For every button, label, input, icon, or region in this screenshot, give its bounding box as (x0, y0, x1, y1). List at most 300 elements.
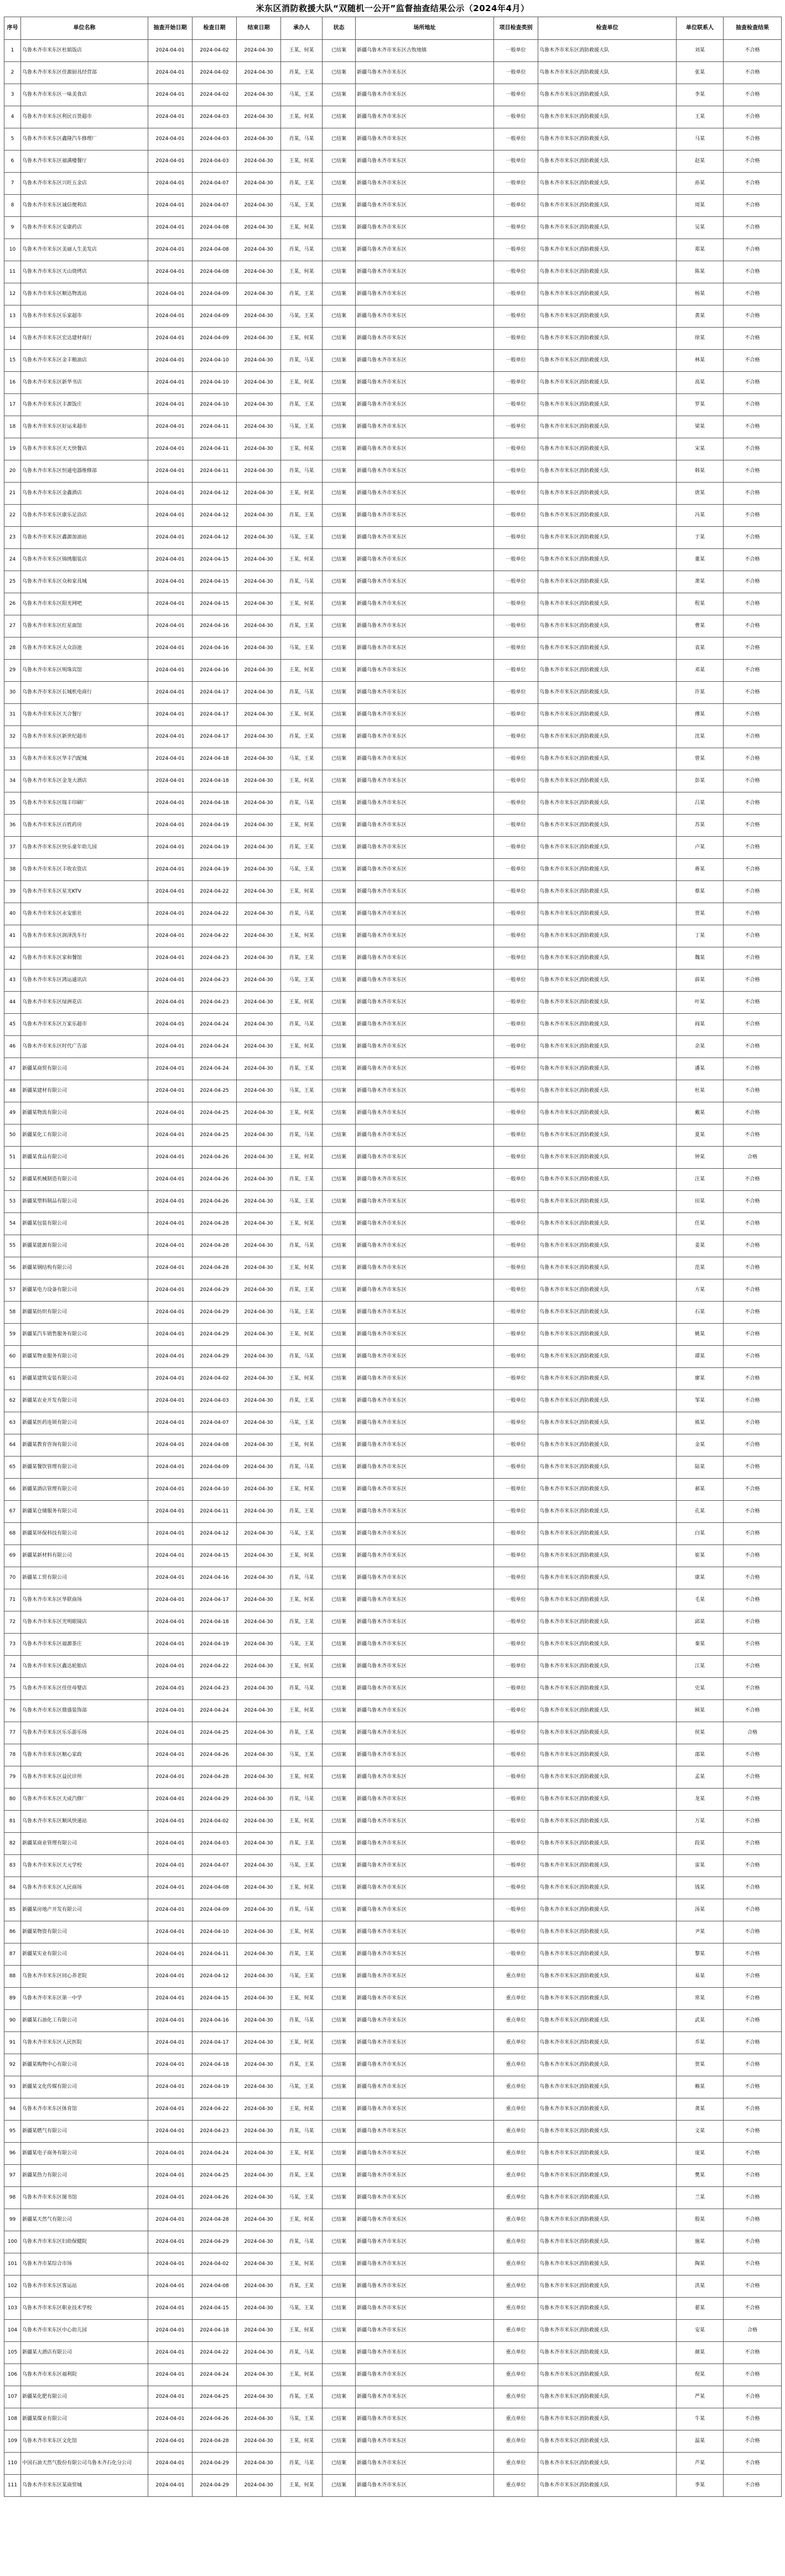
table-cell: 14 (4, 328, 21, 350)
table-cell: 2024-04-30 (237, 2187, 281, 2209)
table-cell: 已结案 (323, 1434, 356, 1457)
table-header-row (4, 17, 782, 40)
table-cell: 冯某 (677, 505, 724, 527)
table-cell: 2024-04-03 (193, 128, 237, 151)
table-cell: 已结案 (323, 970, 356, 992)
table-cell: 不合格 (724, 173, 782, 195)
table-cell: 温某 (677, 2430, 724, 2453)
table-cell: 不合格 (724, 2076, 782, 2098)
table-cell: 新疆乌鲁木齐市米东区 (356, 1545, 494, 1567)
table-cell: 重点单位 (494, 2276, 538, 2298)
table-row (4, 2054, 782, 2076)
table-cell: 乌鲁木齐市米东区消防救援大队 (538, 2408, 677, 2430)
table-cell: 2024-04-02 (193, 84, 237, 106)
table-cell: 一般单位 (494, 903, 538, 925)
table-cell: 2024-04-30 (237, 1899, 281, 1921)
table-cell: 已结案 (323, 1479, 356, 1501)
table-cell: 107 (4, 2386, 21, 2408)
table-cell: 王某，何某 (281, 593, 323, 615)
table-cell: 2024-04-30 (237, 1811, 281, 1833)
table-cell: 39 (4, 881, 21, 903)
table-cell: 2024-04-01 (148, 328, 193, 350)
table-cell: 一般单位 (494, 1479, 538, 1501)
table-cell: 59 (4, 1324, 21, 1346)
table-cell: 76 (4, 1700, 21, 1722)
table-cell: 乌鲁木齐市米东区消防救援大队 (538, 2342, 677, 2364)
table-cell: 一般单位 (494, 527, 538, 549)
table-cell: 新疆乌鲁木齐市米东区 (356, 682, 494, 704)
table-row (4, 2253, 782, 2276)
table-row (4, 1700, 782, 1722)
table-row (4, 792, 782, 815)
table-cell: 一般单位 (494, 1302, 538, 1324)
table-cell: 乌鲁木齐市米东区安康药店 (21, 217, 148, 239)
table-row (4, 1390, 782, 1412)
table-cell: 于某 (677, 527, 724, 549)
table-cell: 不合格 (724, 2209, 782, 2231)
table-row (4, 350, 782, 372)
table-cell: 已结案 (323, 1324, 356, 1346)
table-cell: 2024-04-15 (193, 593, 237, 615)
table-cell: 已结案 (323, 1368, 356, 1390)
table-cell: 重点单位 (494, 2121, 538, 2143)
table-cell: 不合格 (724, 2386, 782, 2408)
table-cell: 新疆某电力设备有限公司 (21, 1279, 148, 1302)
table-cell: 陶某 (677, 2253, 724, 2276)
table-cell: 乌鲁木齐市米东区消防救援大队 (538, 1169, 677, 1191)
table-cell: 马某，王某 (281, 1412, 323, 1434)
table-cell: 2024-04-12 (193, 505, 237, 527)
table-cell: 一般单位 (494, 1346, 538, 1368)
table-cell: 肖某，马某 (281, 2121, 323, 2143)
table-cell: 已结案 (323, 2430, 356, 2453)
table-cell: 施某 (677, 2231, 724, 2253)
table-cell: 不合格 (724, 1611, 782, 1634)
table-cell: 2024-04-01 (148, 2320, 193, 2342)
table-cell: 2024-04-01 (148, 1988, 193, 2010)
table-cell: 2024-04-12 (193, 1966, 237, 1988)
table-cell: 2024-04-01 (148, 2032, 193, 2054)
table-cell: 乌鲁木齐市米东区消防救援大队 (538, 1567, 677, 1589)
table-row (4, 925, 782, 947)
table-cell: 不合格 (724, 1523, 782, 1545)
table-cell: 不合格 (724, 1257, 782, 1279)
table-cell: 王某，何某 (281, 1766, 323, 1789)
table-row (4, 1899, 782, 1921)
table-cell: 新疆乌鲁木齐市米东区 (356, 483, 494, 505)
table-cell: 不合格 (724, 2298, 782, 2320)
table-cell: 已结案 (323, 903, 356, 925)
table-cell: 已结案 (323, 1191, 356, 1213)
table-cell: 不合格 (724, 992, 782, 1014)
table-cell: 已结案 (323, 2032, 356, 2054)
table-cell: 2024-04-01 (148, 1833, 193, 1855)
table-cell: 已结案 (323, 505, 356, 527)
table-cell: 乌鲁木齐市米东区中心幼儿园 (21, 2320, 148, 2342)
table-cell: 已结案 (323, 1899, 356, 1921)
table-cell: 倪某 (677, 2364, 724, 2386)
table-cell: 88 (4, 1966, 21, 1988)
table-cell: 新疆乌鲁木齐市米东区 (356, 704, 494, 726)
table-cell: 乌鲁木齐市米东区消防救援大队 (538, 2032, 677, 2054)
table-cell: 74 (4, 1656, 21, 1678)
table-cell: 2024-04-10 (193, 372, 237, 394)
table-row (4, 1257, 782, 1279)
table-cell: 肖某，马某 (281, 1457, 323, 1479)
table-cell: 乌鲁木齐市米东区人民医院 (21, 2032, 148, 2054)
table-cell: 孟某 (677, 1766, 724, 1789)
table-row (4, 1169, 782, 1191)
table-cell: 不合格 (724, 128, 782, 151)
table-cell: 新疆某物业服务有限公司 (21, 1346, 148, 1368)
table-cell: 重点单位 (494, 2253, 538, 2276)
table-cell: 2024-04-01 (148, 682, 193, 704)
table-row (4, 593, 782, 615)
table-cell: 不合格 (724, 1966, 782, 1988)
table-cell: 一般单位 (494, 1102, 538, 1124)
table-cell: 已结案 (323, 704, 356, 726)
table-cell: 已结案 (323, 770, 356, 792)
table-cell: 不合格 (724, 1943, 782, 1966)
table-cell: 已结案 (323, 1213, 356, 1235)
table-cell: 2024-04-30 (237, 483, 281, 505)
table-cell: 57 (4, 1279, 21, 1302)
table-row (4, 1766, 782, 1789)
table-cell: 乌鲁木齐市米东区顺达物流站 (21, 283, 148, 305)
table-cell: 肖某，马某 (281, 2453, 323, 2475)
table-cell: 2024-04-01 (148, 1257, 193, 1279)
table-cell: 2024-04-01 (148, 593, 193, 615)
table-cell: 2024-04-30 (237, 947, 281, 970)
table-cell: 新疆乌鲁木齐市米东区 (356, 1390, 494, 1412)
table-cell: 赵某 (677, 151, 724, 173)
table-cell: 乌鲁木齐市米东区佳佳母婴店 (21, 1678, 148, 1700)
table-cell: 王某，何某 (281, 1213, 323, 1235)
table-cell: 一般单位 (494, 438, 538, 460)
table-cell: 新疆某食品有限公司 (21, 1147, 148, 1169)
table-row (4, 527, 782, 549)
table-cell: 83 (4, 1855, 21, 1877)
table-row (4, 1811, 782, 1833)
table-cell: 不合格 (724, 1014, 782, 1036)
table-cell: 2024-04-01 (148, 1523, 193, 1545)
table-cell: 乌鲁木齐市米东区美丽人生美发店 (21, 239, 148, 261)
table-cell: 2024-04-30 (237, 615, 281, 637)
table-cell: 2024-04-30 (237, 1722, 281, 1744)
table-cell: 王某，何某 (281, 1656, 323, 1678)
table-cell: 2024-04-30 (237, 151, 281, 173)
table-cell: 王某，何某 (281, 2143, 323, 2165)
table-cell: 已结案 (323, 106, 356, 128)
table-cell: 一般单位 (494, 283, 538, 305)
table-cell: 安某 (677, 2320, 724, 2342)
table-cell: 新疆乌鲁木齐市米东区 (356, 1235, 494, 1257)
table-cell: 乌鲁木齐市米东区消防救援大队 (538, 1943, 677, 1966)
table-cell: 不合格 (724, 593, 782, 615)
table-cell: 2024-04-26 (193, 1744, 237, 1766)
table-cell: 不合格 (724, 726, 782, 748)
table-cell: 乌鲁木齐市米东区消防救援大队 (538, 1213, 677, 1235)
table-cell: 新疆乌鲁木齐市米东区 (356, 947, 494, 970)
table-cell: 乌鲁木齐市米东区妇幼保健院 (21, 2231, 148, 2253)
table-cell: 已结案 (323, 792, 356, 815)
table-cell: 高某 (677, 372, 724, 394)
table-cell: 一般单位 (494, 217, 538, 239)
table-cell: 2024-04-01 (148, 151, 193, 173)
table-cell: 乌鲁木齐市米东区消防救援大队 (538, 704, 677, 726)
table-cell: 2024-04-01 (148, 1545, 193, 1567)
table-cell: 乌鲁木齐市米东区金丰粮油店 (21, 350, 148, 372)
table-cell: 重点单位 (494, 2408, 538, 2430)
table-cell: 已结案 (323, 748, 356, 770)
table-cell: 2024-04-01 (148, 571, 193, 593)
table-cell: 已结案 (323, 1678, 356, 1700)
table-cell: 不合格 (724, 947, 782, 970)
table-cell: 新疆乌鲁木齐市米东区 (356, 2209, 494, 2231)
table-cell: 乌鲁木齐市米东区消防救援大队 (538, 1611, 677, 1634)
table-cell: 重点单位 (494, 2187, 538, 2209)
table-cell: 48 (4, 1080, 21, 1102)
table-row (4, 84, 782, 106)
table-cell: 87 (4, 1943, 21, 1966)
table-cell: 已结案 (323, 2209, 356, 2231)
table-cell: 34 (4, 770, 21, 792)
table-cell: 2024-04-28 (193, 2430, 237, 2453)
table-row (4, 2098, 782, 2121)
table-cell: 新疆乌鲁木齐市米东区 (356, 1855, 494, 1877)
table-cell: 已结案 (323, 881, 356, 903)
table-cell: 任某 (677, 1213, 724, 1235)
table-cell: 已结案 (323, 2054, 356, 2076)
table-cell: 2024-04-30 (237, 1634, 281, 1656)
table-cell: 50 (4, 1124, 21, 1147)
table-row (4, 1833, 782, 1855)
table-cell: 一般单位 (494, 1147, 538, 1169)
table-cell: 2024-04-08 (193, 261, 237, 283)
table-cell: 一般单位 (494, 947, 538, 970)
table-cell: 郝某 (677, 1479, 724, 1501)
table-row (4, 2032, 782, 2054)
table-cell: 乌鲁木齐市米东区好运来超市 (21, 416, 148, 438)
table-cell: 2024-04-01 (148, 1235, 193, 1257)
column-header: 结束日期 (237, 17, 281, 40)
table-cell: 新疆某房地产开发有限公司 (21, 1899, 148, 1921)
table-cell: 2024-04-30 (237, 2408, 281, 2430)
table-cell: 洪某 (677, 2276, 724, 2298)
table-cell: 乌鲁木齐市米东区消防救援大队 (538, 859, 677, 881)
table-cell: 2024-04-02 (193, 40, 237, 62)
table-cell: 新疆乌鲁木齐市米东区 (356, 1833, 494, 1855)
table-cell: 2024-04-01 (148, 1744, 193, 1766)
table-cell: 不合格 (724, 62, 782, 84)
table-cell: 新疆某酒店管理有限公司 (21, 1479, 148, 1501)
table-cell: 69 (4, 1545, 21, 1567)
table-cell: 乌鲁木齐市米东区消防救援大队 (538, 1014, 677, 1036)
table-cell: 已结案 (323, 947, 356, 970)
table-cell: 新疆乌鲁木齐市米东区 (356, 151, 494, 173)
table-cell: 王某，何某 (281, 2320, 323, 2342)
table-cell: 2024-04-07 (193, 173, 237, 195)
table-cell: 新疆乌鲁木齐市米东区 (356, 2165, 494, 2187)
table-cell: 肖某，王某 (281, 505, 323, 527)
table-cell: 戴某 (677, 1102, 724, 1124)
table-cell: 2024-04-01 (148, 1722, 193, 1744)
table-cell: 王某，何某 (281, 2209, 323, 2231)
table-cell: 2024-04-02 (193, 1811, 237, 1833)
table-cell: 2024-04-01 (148, 416, 193, 438)
table-cell: 新疆乌鲁木齐市米东区 (356, 416, 494, 438)
table-cell: 2024-04-30 (237, 1080, 281, 1102)
table-cell: 2024-04-01 (148, 1700, 193, 1722)
table-cell: 2024-04-30 (237, 2430, 281, 2453)
table-cell: 已结案 (323, 660, 356, 682)
table-row (4, 682, 782, 704)
table-cell: 不合格 (724, 1235, 782, 1257)
table-cell: 不合格 (724, 1833, 782, 1855)
table-cell: 2024-04-30 (237, 1833, 281, 1855)
table-cell: 新疆乌鲁木齐市米东区 (356, 748, 494, 770)
table-cell: 新疆某化肥有限公司 (21, 2386, 148, 2408)
table-cell: 乌鲁木齐市米东区消防救援大队 (538, 1855, 677, 1877)
table-cell: 35 (4, 792, 21, 815)
table-cell: 2024-04-10 (193, 394, 237, 416)
table-cell: 已结案 (323, 549, 356, 571)
table-cell: 2024-04-30 (237, 217, 281, 239)
table-cell: 林某 (677, 350, 724, 372)
table-cell: 不合格 (724, 549, 782, 571)
table-cell: 乌鲁木齐市米东区消防救援大队 (538, 593, 677, 615)
table-cell: 2024-04-30 (237, 173, 281, 195)
table-cell: 新疆乌鲁木齐市米东区 (356, 1501, 494, 1523)
table-cell: 乌鲁木齐市米东区消防救援大队 (538, 925, 677, 947)
table-cell: 41 (4, 925, 21, 947)
table-cell: 60 (4, 1346, 21, 1368)
table-cell: 乌鲁木齐市米东区消防救援大队 (538, 2209, 677, 2231)
table-cell: 2024-04-01 (148, 195, 193, 217)
table-cell: 2024-04-01 (148, 792, 193, 815)
table-cell: 乌鲁木齐市米东区百姓药房 (21, 815, 148, 837)
table-row (4, 2408, 782, 2430)
table-cell: 2024-04-01 (148, 1390, 193, 1412)
table-cell: 已结案 (323, 1943, 356, 1966)
table-cell: 新疆某餐饮管理有限公司 (21, 1457, 148, 1479)
table-cell: 2024-04-01 (148, 1169, 193, 1191)
table-cell: 新疆乌鲁木齐市米东区 (356, 593, 494, 615)
table-cell: 2024-04-01 (148, 1766, 193, 1789)
table-cell: 一般单位 (494, 992, 538, 1014)
table-cell: 2024-04-25 (193, 1102, 237, 1124)
table-cell: 2024-04-01 (148, 350, 193, 372)
table-cell: 不合格 (724, 1589, 782, 1611)
table-cell: 2024-04-16 (193, 615, 237, 637)
table-cell: 2024-04-01 (148, 2076, 193, 2098)
table-cell: 32 (4, 726, 21, 748)
table-cell: 2024-04-01 (148, 1080, 193, 1102)
table-row (4, 1988, 782, 2010)
table-cell: 一般单位 (494, 1036, 538, 1058)
table-cell: 乌鲁木齐市米东区人民商场 (21, 1877, 148, 1899)
table-cell: 重点单位 (494, 1966, 538, 1988)
table-cell: 汪某 (677, 1169, 724, 1191)
table-cell: 新疆某化工有限公司 (21, 1124, 148, 1147)
table-cell: 乌鲁木齐市米东区福利院 (21, 2364, 148, 2386)
table-cell: 已结案 (323, 1279, 356, 1302)
table-cell: 一般单位 (494, 1390, 538, 1412)
table-cell: 乌鲁木齐市米东区消防救援大队 (538, 748, 677, 770)
table-cell: 新疆乌鲁木齐市米东区 (356, 2320, 494, 2342)
table-cell: 新疆乌鲁木齐市米东区 (356, 1700, 494, 1722)
table-cell: 不合格 (724, 151, 782, 173)
table-cell: 乌鲁木齐市米东区消防救援大队 (538, 1058, 677, 1080)
table-cell: 已结案 (323, 2231, 356, 2253)
table-cell: 2024-04-30 (237, 527, 281, 549)
table-cell: 2024-04-30 (237, 2364, 281, 2386)
table-cell: 新疆乌鲁木齐市米东区 (356, 2298, 494, 2320)
table-row (4, 1346, 782, 1368)
table-cell: 2024-04-16 (193, 1567, 237, 1589)
table-cell: 2024-04-30 (237, 106, 281, 128)
table-cell: 苏某 (677, 815, 724, 837)
table-cell: 2024-04-01 (148, 2298, 193, 2320)
table-cell: 乌鲁木齐市米东区诚信便利店 (21, 195, 148, 217)
table-cell: 38 (4, 859, 21, 881)
table-cell: 2024-04-22 (193, 881, 237, 903)
table-cell: 肖某，马某 (281, 2342, 323, 2364)
table-cell: 肖某，马某 (281, 571, 323, 593)
table-cell: 一般单位 (494, 770, 538, 792)
table-cell: 7 (4, 173, 21, 195)
table-cell: 王某，何某 (281, 815, 323, 837)
table-cell: 乌鲁木齐市米东区杜娟饭店 (21, 40, 148, 62)
table-cell: 郑某 (677, 239, 724, 261)
table-cell: 乌鲁木齐市米东区消防救援大队 (538, 195, 677, 217)
table-cell: 2024-04-30 (237, 1766, 281, 1789)
table-cell: 新疆乌鲁木齐市米东区 (356, 859, 494, 881)
table-cell: 乌鲁木齐市米东区消防救援大队 (538, 970, 677, 992)
table-cell: 一般单位 (494, 173, 538, 195)
table-cell: 叶某 (677, 992, 724, 1014)
table-cell: 雷某 (677, 1855, 724, 1877)
table-cell: 2024-04-17 (193, 1589, 237, 1611)
table-cell: 新疆乌鲁木齐市米东区 (356, 637, 494, 660)
table-cell: 不合格 (724, 1191, 782, 1213)
table-cell: 乌鲁木齐市米东区新华书店 (21, 372, 148, 394)
table-cell: 2024-04-01 (148, 1678, 193, 1700)
table-cell: 文某 (677, 2121, 724, 2143)
table-cell: 新疆乌鲁木齐市米东区 (356, 1567, 494, 1589)
table-cell: 2024-04-01 (148, 1036, 193, 1058)
table-cell: 2024-04-30 (237, 1235, 281, 1257)
table-cell: 新疆某纺织有限公司 (21, 1302, 148, 1324)
table-cell: 新疆某仓储服务有限公司 (21, 1501, 148, 1523)
table-cell: 王某，何某 (281, 549, 323, 571)
table-row (4, 2276, 782, 2298)
table-cell: 方某 (677, 1279, 724, 1302)
table-cell: 马某，王某 (281, 748, 323, 770)
table-cell: 109 (4, 2430, 21, 2453)
table-cell: 一般单位 (494, 1943, 538, 1966)
table-cell: 49 (4, 1102, 21, 1124)
table-row (4, 1457, 782, 1479)
table-cell: 乌鲁木齐市米东区消防救援大队 (538, 505, 677, 527)
table-cell: 新疆乌鲁木齐市米东区 (356, 328, 494, 350)
table-row (4, 283, 782, 305)
table-cell: 邱某 (677, 1611, 724, 1634)
table-cell: 2024-04-29 (193, 1302, 237, 1324)
table-cell: 新疆乌鲁木齐市米东区 (356, 726, 494, 748)
table-cell: 2024-04-01 (148, 460, 193, 483)
table-cell: 2024-04-26 (193, 2408, 237, 2430)
